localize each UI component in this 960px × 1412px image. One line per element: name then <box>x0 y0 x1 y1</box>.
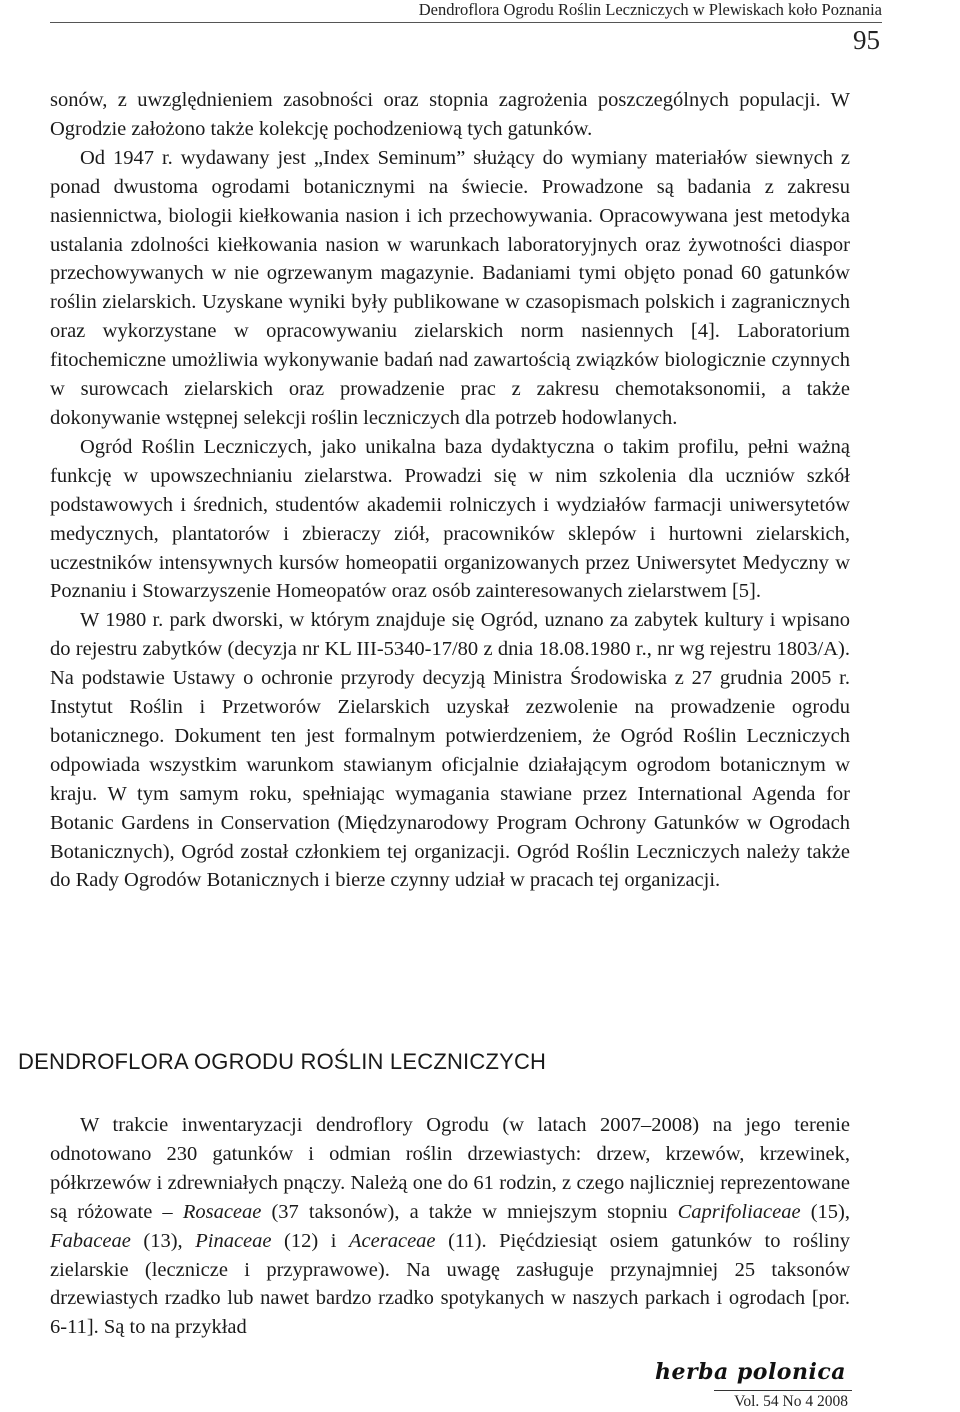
family-name: Aceraceae <box>349 1229 436 1252</box>
paragraph: Ogród Roślin Leczniczych, jako unikalna baza dydaktyczna o takim profilu, pełni ważną funkcję w upowszechnianiu zielarstwa. Prowadzi się w nim szkolenia dla uczniów szkół podstawowych i średnich, studentów akademii rolniczych i wydziałów farmacji uniwersytetów medycznych, plantatorów i zbieraczy ziół, pracowników sklepów i hurtowni zielarskich, uczestników intensywnych kursów homeopatii organizowanych przez Uniwersytet Medyczny w Poznaniu i Stowarzyszenie Homeopatów oraz osób zainteresowanych zielarstwem [5]. <box>50 435 850 603</box>
journal-logo: herba polonica <box>655 1359 846 1385</box>
text-run: W trakcie inwentaryzacji dendroflory Ogrodu (w latach 2007–2008) na jego terenie odnotowano 230 gatunków i odmian roślin drzewiastych: drzew, krzewów, krzewinek, półkrzewów i zdrewniałych pnączy. Należą one do 61 rodzin, z czego najliczniej reprezentowane są różowate – <box>50 1114 850 1223</box>
text-run: (13), <box>130 1229 196 1252</box>
family-name: Rosaceae <box>182 1200 262 1223</box>
body-text-section <box>50 1111 850 1342</box>
text-run: (12) i <box>271 1229 350 1252</box>
paragraph: sonów, z uwzględnieniem zasobności oraz stopnia zagrożenia poszczególnych populacji. W Ogrodzie założono także kolekcję pochodzeniową tych gatunków. <box>50 89 850 140</box>
text-run: (15), <box>800 1200 851 1223</box>
family-name: Caprifoliaceae <box>677 1200 801 1223</box>
running-head: Dendroflora Ogrodu Roślin Leczniczych w Plewiskach koło Poznania <box>418 0 882 19</box>
family-name: Pinaceae <box>195 1229 272 1252</box>
issue-info: Vol. 54 No 4 2008 <box>734 1393 848 1410</box>
family-name: Fabaceae <box>50 1229 131 1252</box>
paragraph: Od 1947 r. wydawany jest „Index Seminum” służący do wymiany materiałów siewnych z ponad dwustoma ogrodami botanicznymi na świecie. Prowadzone są badania z zakresu nasiennictwa, biologii kiełkowania nasion i ich przechowywania. Opracowywana jest metodyka ustalania zdolności kiełkowania nasion w warunkach laboratoryjnych oraz żywotności diaspor przechowywanych w nie ogrzewanym magazynie. Badaniami tymi objęto ponad 60 gatunków roślin zielarskich. Uzyskane wyniki były publikowane w czasopismach polskich i zagranicznych oraz wykorzystane w opracowywaniu zielarskich norm nasiennych [4]. Laboratorium fitochemiczne umożliwia wykonywanie badań nad zawartością związków biologicznie czynnych w surowcach zielarskich oraz prowadzenie prac z zakresu chemotaksonomii, a także dokonywanie wstępnej selekcji roślin leczniczych dla potrzeb hodowlanych. <box>50 146 850 429</box>
page-number: 95 <box>853 25 880 55</box>
body-text-top <box>50 86 850 895</box>
text-run: (11). Pięćdziesiąt osiem gatunków to rośliny zielarskie (lecznicze i przyprawowe). Na uwagę zasługuje przynajmniej 25 taksonów drzewiastych rzadko lub nawet bardzo rzadko spotykanych w naszych parkach i ogrodach [por. 6-11]. Są to na przykład <box>50 1229 851 1339</box>
paragraph <box>50 1111 850 1342</box>
paragraph: W 1980 r. park dworski, w którym znajduje się Ogród, uznano za zabytek kultury i wpisano do rejestru zabytków (decyzja nr KL III-5340-17/80 z dnia 18.08.1980 r., nr wg rejestru 1803/A). Na podstawie Ustawy o ochronie przyrody decyzją Ministra Środowiska z 27 grudnia 2005 r. Instytut Roślin i Przetworów Zielarskich uzyskał zezwolenie na prowadzenie ogrodu botanicznego. Dokument ten jest formalnym potwierdzeniem, że Ogród Roślin Leczniczych odpowiada wszystkim warunkom stawianym oficjalnie działającym ogrodom botanicznym w kraju. W tym samym roku, spełniając wymagania stawiane przez International Agenda for Botanic Gardens in Conservation (Międzynarodowy Program Ochrony Gatunków w Ogrodach Botanicznych), Ogród został członkiem tej organizacji. Ogród Roślin Leczniczych należy także do Rady Ogrodów Botanicznych i bierze czynny udział w pracach tej organizacji. <box>50 609 850 892</box>
section-heading: DENDROFLORA OGRODU ROŚLIN LECZNICZYCH <box>18 1049 547 1074</box>
text-run: (37 taksonów), a także w mniejszym stopniu <box>261 1200 678 1223</box>
header-rule <box>50 22 882 23</box>
footer-rule <box>714 1390 852 1391</box>
